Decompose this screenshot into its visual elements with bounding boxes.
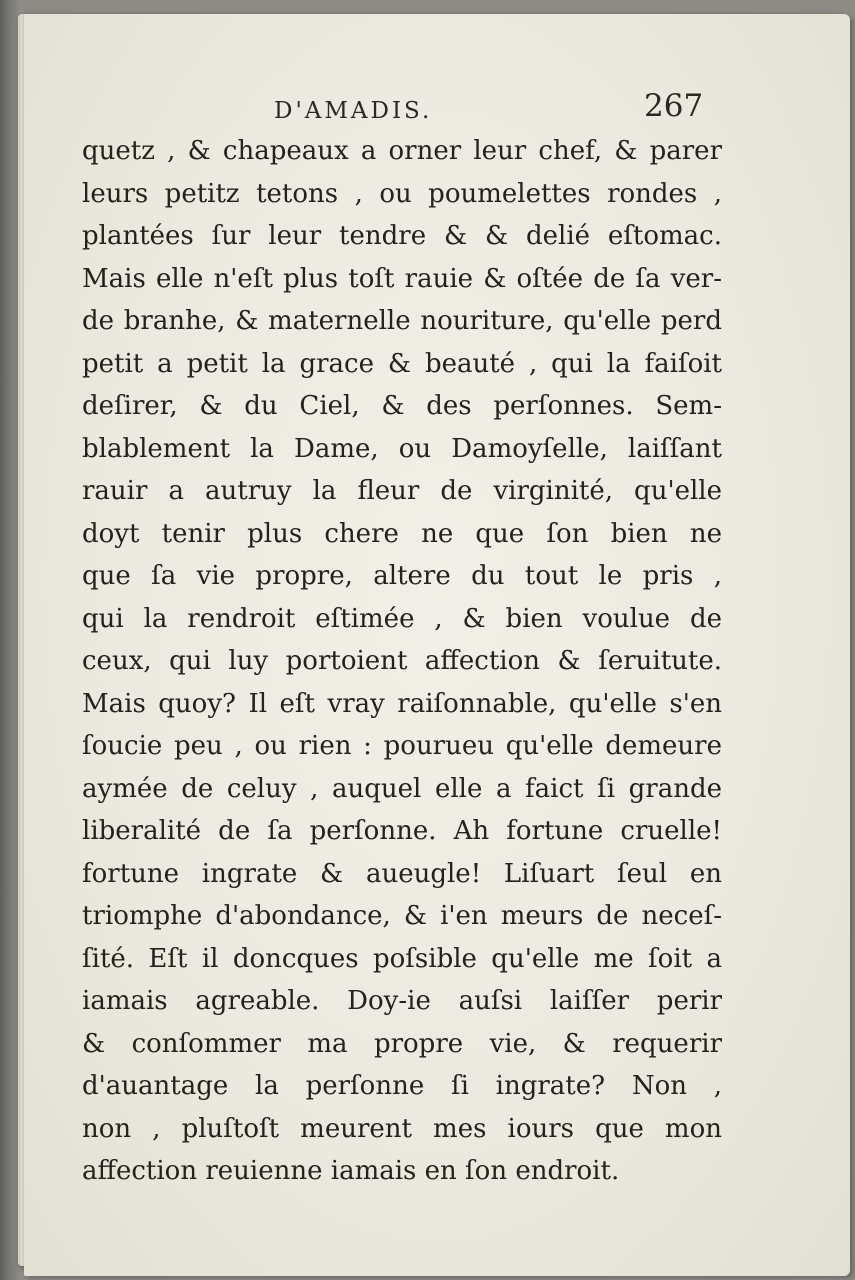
text-line: aymée de celuy , auquel elle a faict ſi grande: [82, 773, 722, 804]
text-line: triomphe d'abondance, & i'en meurs de neceſ-: [82, 901, 722, 931]
text-line: rauir a autruy la fleur de virginité, qu'elle: [82, 476, 722, 506]
text-line: affection reuienne iamais en ſon endroit.: [82, 1156, 620, 1186]
text-line: ſoucie peu , ou rien : pourueu qu'elle demeure: [82, 731, 722, 761]
text-line: & conſommer ma propre vie, & requerir: [82, 1028, 722, 1059]
text-line: fortune ingrate & aueugle! Liſuart ſeul en: [82, 858, 722, 889]
text-line: d'auantage la perſonne ſi ingrate? Non ,: [82, 1071, 722, 1101]
page-stack-edges: [18, 14, 844, 1266]
page-header: [24, 74, 850, 124]
text-line: plantées ſur leur tendre & & delié eſtomac.: [82, 221, 722, 251]
text-line: doyt tenir plus chere ne que ſon bien ne: [82, 518, 722, 549]
text-line: de branhe, & maternelle nouriture, qu'elle perd: [82, 306, 722, 336]
text-line: que ſa vie propre, altere du tout le pris ,: [82, 561, 722, 591]
text-line: Mais elle n'eſt plus toſt rauie & oſtée de ſa ver-: [82, 263, 722, 294]
text-line: petit a petit la grace & beauté , qui la faiſoit: [82, 348, 722, 379]
text-line: iamais agreable. Doy-ie auſsi laiſſer perir: [82, 986, 722, 1016]
text-line: qui la rendroit eſtimée , & bien voulue de: [82, 603, 722, 634]
text-line: liberalité de ſa perſonne. Ah fortune cruelle!: [82, 816, 722, 846]
page-number: 267: [644, 88, 704, 124]
text-line: deſirer, & du Ciel, & des perſonnes. Sem-: [82, 391, 722, 421]
text-line: blablement la Dame, ou Damoyſelle, laiſſant: [82, 433, 722, 464]
text-line: ſité. Eſt il doncques poſsible qu'elle me ſoit a: [82, 943, 722, 974]
text-line: Mais quoy? Il eſt vray raiſonnable, qu'elle s'en: [82, 688, 722, 719]
text-line: ceux, qui luy portoient affection & ſeruitute.: [82, 646, 722, 676]
text-line: quetz , & chapeaux a orner leur chef, & parer: [82, 136, 722, 166]
text-line: non , pluſtoſt meurent mes iours que mon: [82, 1113, 722, 1144]
running-head: D'AMADIS.: [274, 98, 433, 124]
page-leaf: [24, 14, 850, 1276]
text-line: leurs petitz tetons , ou poumelettes rondes ,: [82, 178, 722, 209]
body-text: [82, 130, 722, 1193]
